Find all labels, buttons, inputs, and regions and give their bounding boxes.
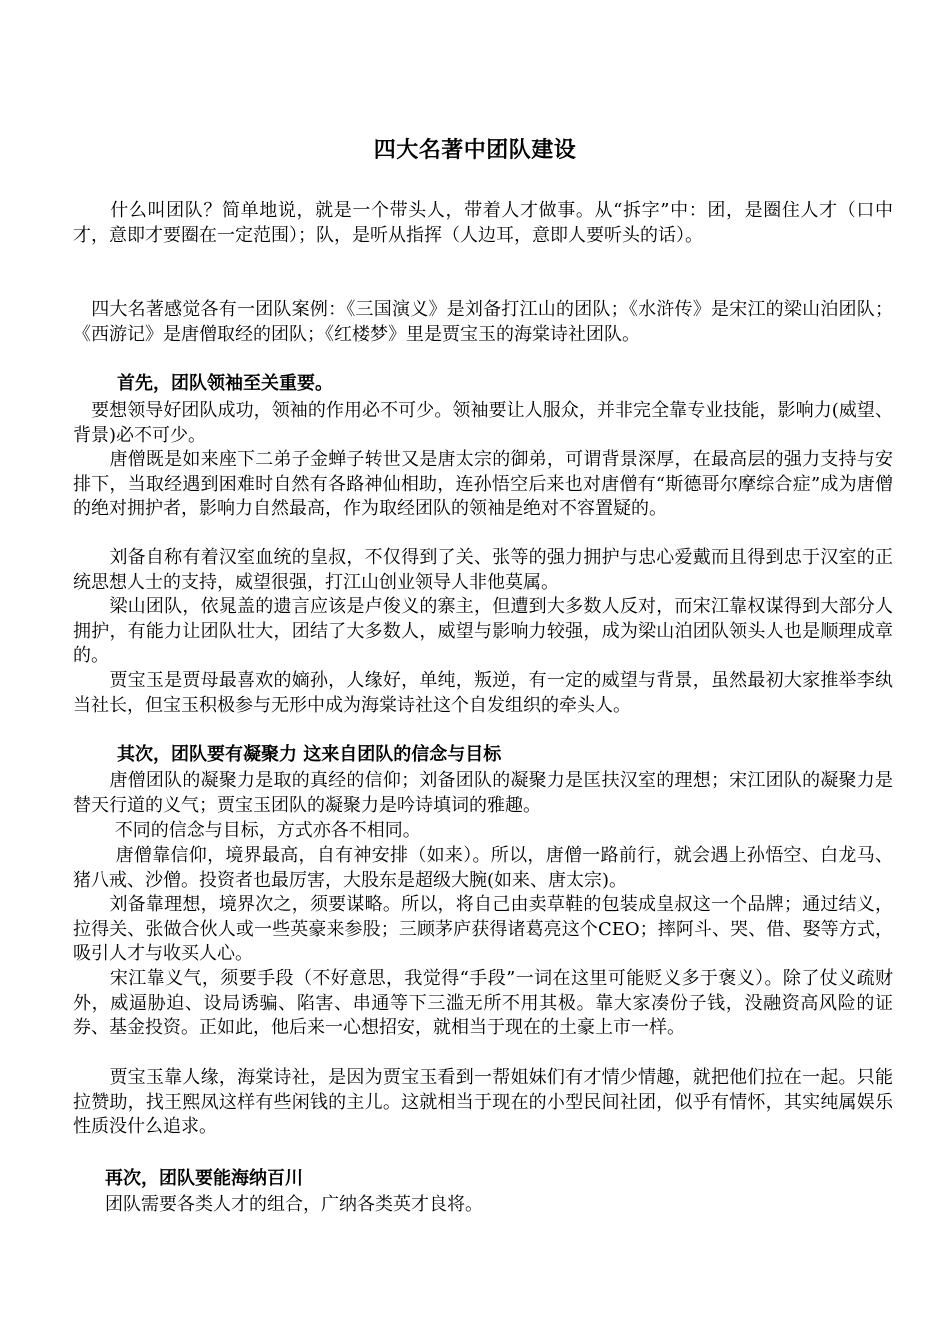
- inclusive-paragraph-1: 团队需要各类人才的组合，广纳各类英才良将。: [105, 1194, 483, 1215]
- cohesion-paragraph-1: 唐僧团队的凝聚力是取的真经的信仰；刘备团队的凝聚力是匡扶汉室的理想；宋江团队的凝聚力是替天行道的义气；贾宝玉团队的凝聚力是吟诗填词的雅趣。: [73, 770, 893, 816]
- cohesion-paragraph-tangseng: 唐僧靠信仰，境界最高，自有神安排（如来）。所以，唐僧一路前行，就会遇上孙悟空、白龙马、猪八戒、沙僧。投资者也最厉害，大股东是超级大腕(如来、唐太宗)。: [73, 845, 893, 891]
- cohesion-paragraph-songjiang: 宋江靠义气，须要手段（不好意思，我觉得“手段”一词在这里可能贬义多于褒义）。除了仗义疏财外，威逼胁迫、设局诱骗、陷害、串通等下三滥无所不用其极。靠大家凑份子钱，没融资高风险的证券、基金投资。正如此，他后来一心想招安，就相当于现在的土豪上市一样。: [73, 968, 893, 1039]
- section-heading-inclusive: 再次，团队要能海纳百川: [105, 1168, 303, 1189]
- leader-paragraph-1: 要想领导好团队成功，领袖的作用必不可少。领袖要让人服众，并非完全靠专业技能，影响力(威望、背景)必不可少。: [73, 400, 893, 446]
- section-heading-cohesion: 其次，团队要有凝聚力 这来自团队的信念与目标: [117, 744, 502, 765]
- intro-paragraph-2: 四大名著感觉各有一团队案例：《三国演义》是刘备打江山的团队；《水浒传》是宋江的梁山泊团队；《西游记》是唐僧取经的团队；《红楼梦》里是贾宝玉的海棠诗社团队。: [73, 299, 893, 345]
- cohesion-paragraph-baoyu: 贾宝玉靠人缘，海棠诗社，是因为贾宝玉看到一帮姐妹们有才情少情趣，就把他们拉在一起。只能拉赞助，找王熙凤这样有些闲钱的主儿。这就相当于现在的小型民间社团，似乎有情怀，其实纯属娱乐性质没什么追求。: [73, 1067, 893, 1138]
- section-heading-leader: 首先，团队领袖至关重要。: [117, 373, 333, 394]
- intro-paragraph-1: 什么叫团队？简单地说，就是一个带头人，带着人才做事。从“拆字”中：团，是圈住人才（口中才，意即才要圈在一定范围）；队，是听从指挥（人边耳，意即人要听头的话）。: [73, 200, 893, 246]
- cohesion-paragraph-2: 不同的信念与目标，方式亦各不相同。: [73, 820, 421, 841]
- leader-paragraph-baoyu: 贾宝玉是贾母最喜欢的嫡孙，人缘好，单纯，叛逆，有一定的威望与背景，虽然最初大家推举李纨当社长，但宝玉积极参与无形中成为海棠诗社这个自发组织的牵头人。: [73, 670, 893, 716]
- leader-paragraph-tangseng: 唐僧既是如来座下二弟子金蝉子转世又是唐太宗的御弟，可谓背景深厚，在最高层的强力支持与安排下，当取经遇到困难时自然有各路神仙相助，连孙悟空后来也对唐僧有“斯德哥尔摩综合症”成为唐僧的绝对拥护者，影响力自然最高，作为取经团队的领袖是绝对不容置疑的。: [73, 449, 893, 520]
- cohesion-paragraph-liubei: 刘备靠理想，境界次之，须要谋略。所以，将自己由卖草鞋的包装成皇叔这一个品牌；通过结义，拉得关、张做合伙人或一些英豪来参股；三顾茅庐获得诸葛亮这个CEO；摔阿斗、哭、借、娶等方式，吸引人才与收买人心。: [73, 894, 893, 965]
- document-title: 四大名著中团队建设: [373, 137, 577, 163]
- leader-paragraph-liangshan: 梁山团队，依晁盖的遗言应该是卢俊义的寨主，但遭到大多数人反对，而宋江靠权谋得到大部分人拥护，有能力让团队壮大，团结了大多数人，威望与影响力较强，成为梁山泊团队领头人也是顺理成章的。: [73, 596, 893, 667]
- leader-paragraph-liubei: 刘备自称有着汉室血统的皇叔，不仅得到了关、张等的强力拥护与忠心爱戴而且得到忠于汉室的正统思想人士的支持，威望很强，打江山创业领导人非他莫属。: [73, 547, 893, 593]
